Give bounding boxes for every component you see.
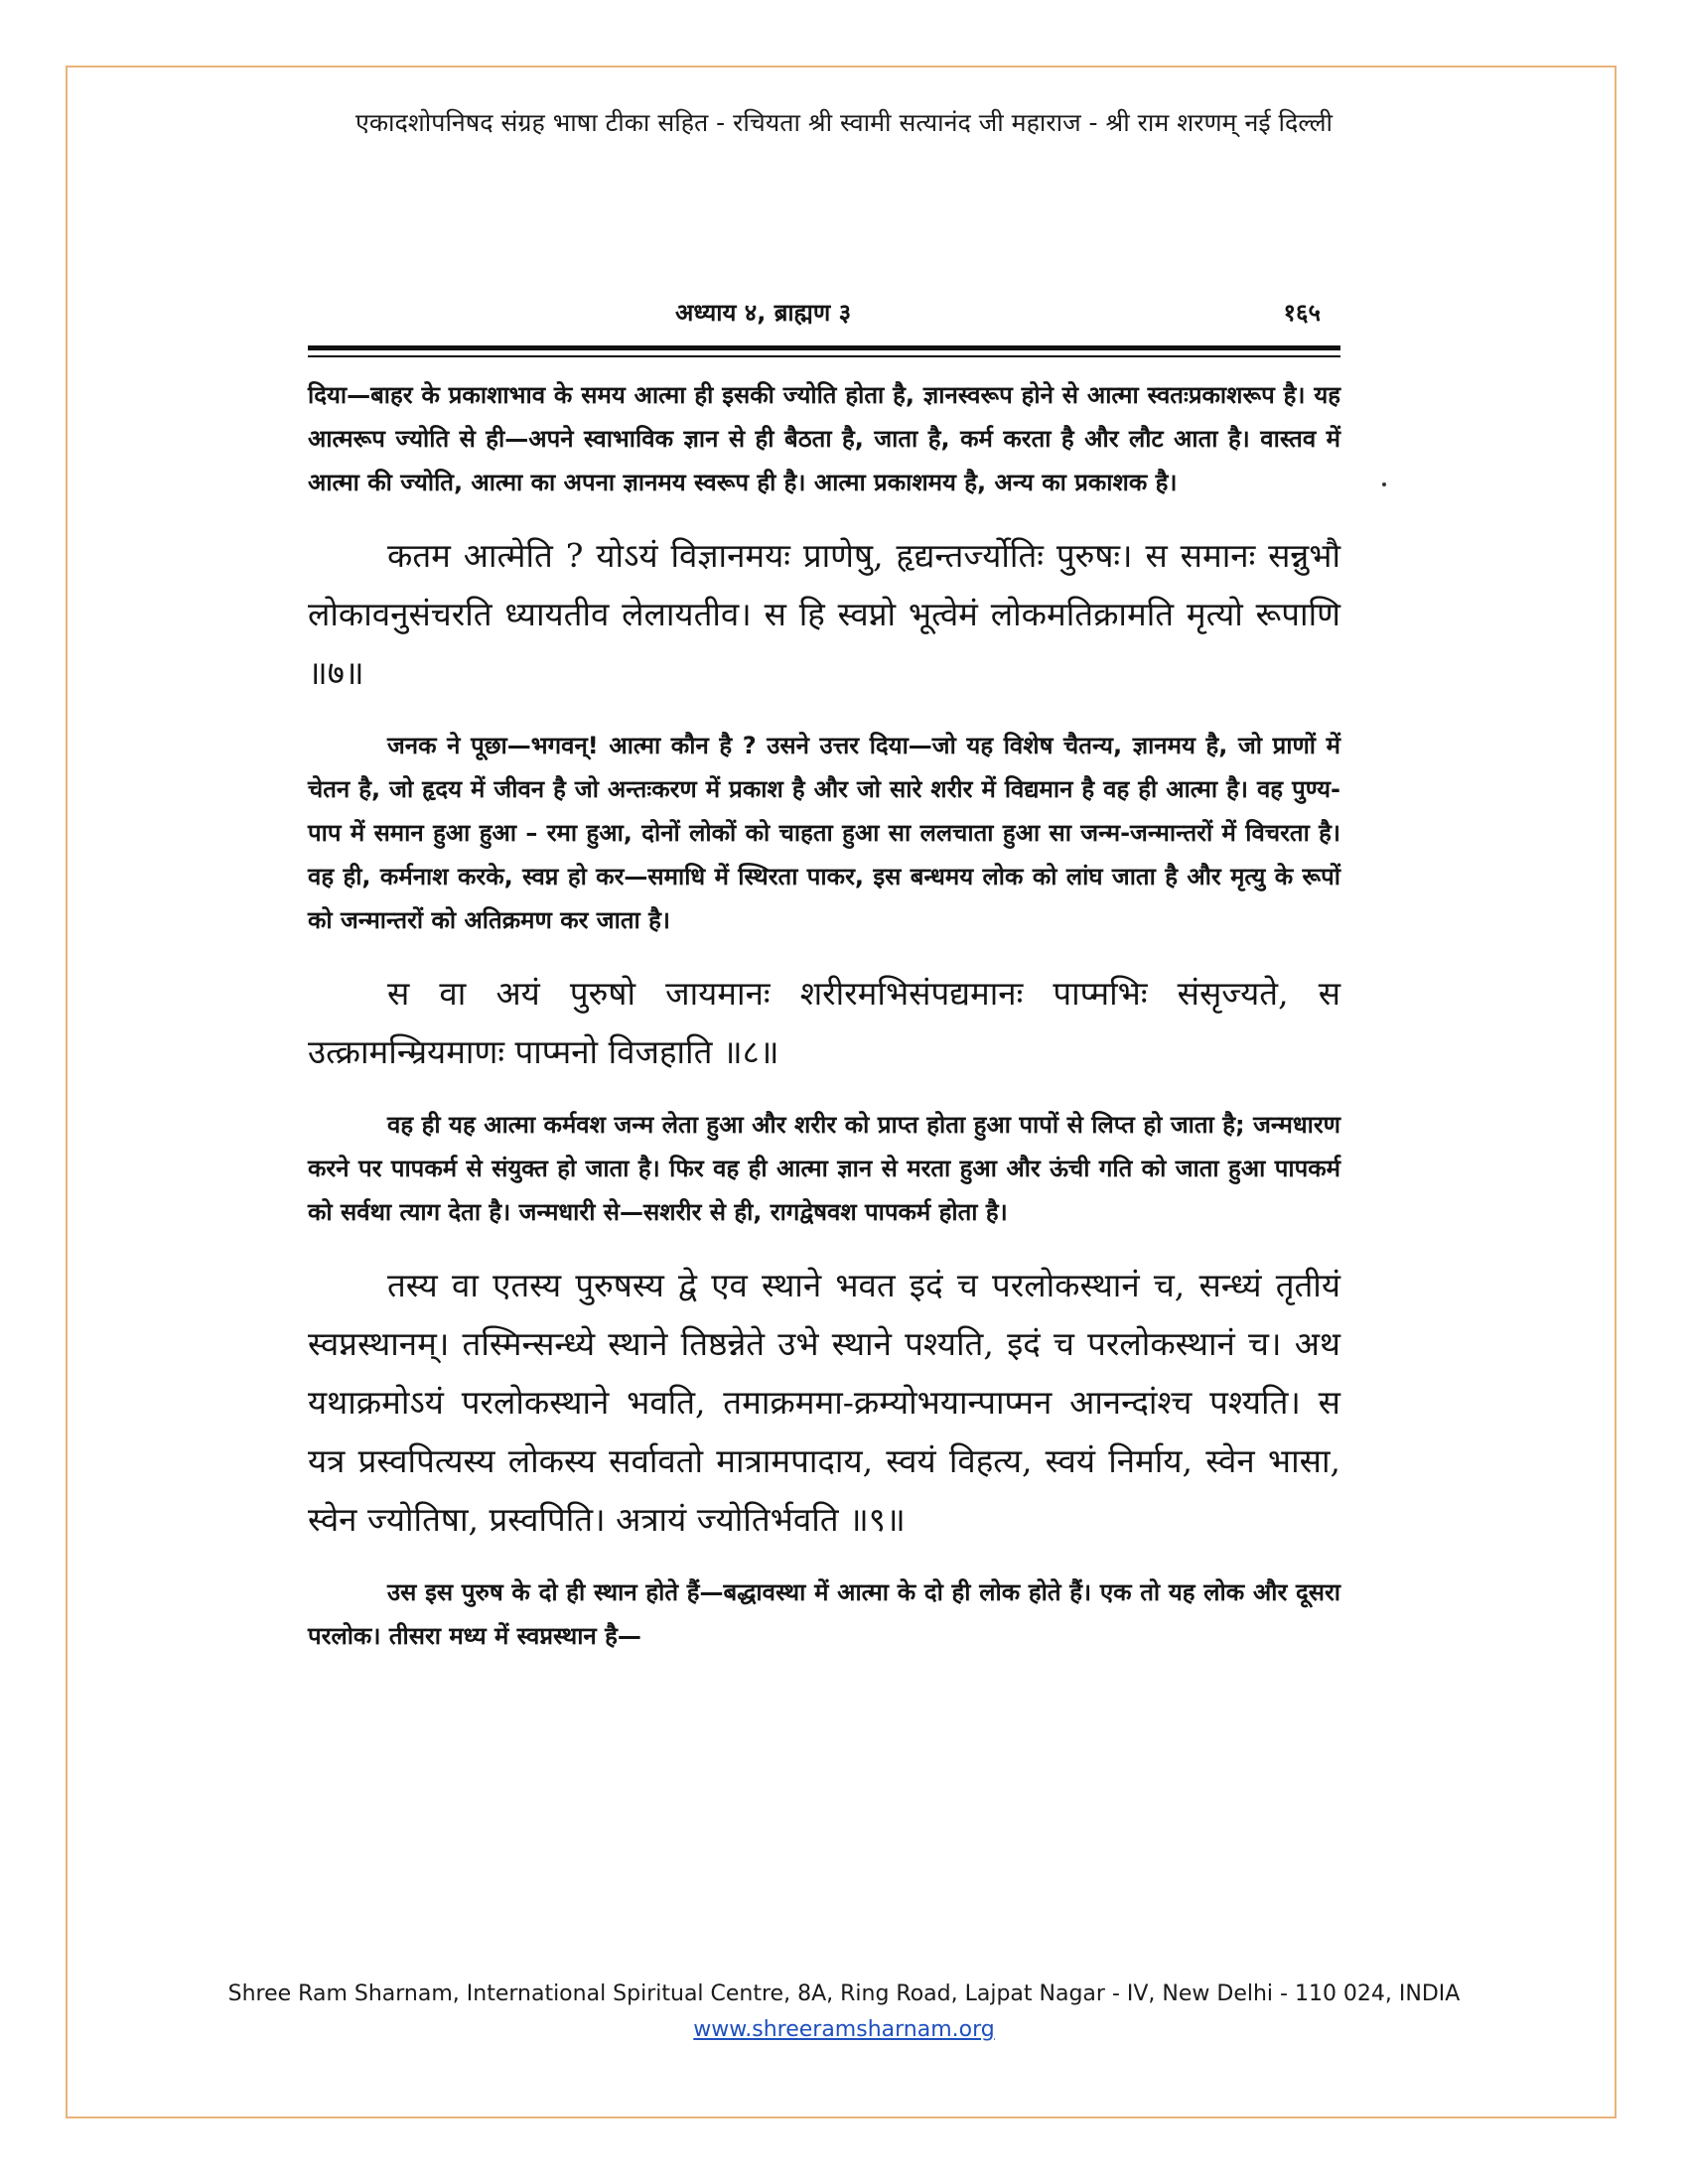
footer-address: Shree Ram Sharnam, International Spiritual Centre, 8A, Ring Road, Lajpat Nagar - IV, New Delhi - 110 024, INDIA bbox=[227, 1981, 1461, 2006]
commentary-paragraph: जनक ने पूछा—भगवन्! आत्मा कौन है ? उसने उत्तर दिया—जो यह विशेष चैतन्य, ज्ञानमय है, जो प्राणों में चेतन है, जो हृदय में जीवन है जो अन्तःकरण में प्रकाश है और जो सारे शरीर में विद्यमान है वह ही आत्मा है। वह पुण्य-पाप में समान हुआ हुआ – रमा हुआ, दोनों लोकों को चाहता हुआ सा ललचाता हुआ सा जन्म-जन्मान्तरों में विचरता है। वह ही, कर्मनाश करके, स्वप्न हो कर—समाधि में स्थिरता पाकर, इस बन्धमय लोक को लांघ जाता है और मृत्यु के रूपों को जन्मान्तरों को अतिक्रमण कर जाता है। bbox=[308, 732, 1340, 934]
header-rule-thick bbox=[308, 345, 1340, 350]
page-header: एकादशोपनिषद संग्रह भाषा टीका सहित - रचियता श्री स्वामी सत्यानंद जी महाराज - श्री राम शरणम् नई दिल्ली bbox=[355, 108, 1333, 137]
running-head bbox=[308, 288, 1360, 332]
scanned-page bbox=[308, 288, 1360, 1995]
verse-paragraph: तस्य वा एतस्य पुरुषस्य द्वे एव स्थाने भवत इदं च परलोकस्थानं च, सन्ध्यं तृतीयं स्वप्नस्थानम्। तस्मिन्सन्ध्ये स्थाने तिष्ठन्नेते उभे स्थाने पश्यति, इदं च परलोकस्थानं च। अथ यथाक्रमोऽयं परलोकस्थाने भवति, तमाक्रममा-क्रम्योभयान्पाप्मन आनन्दांश्च पश्यति। स यत्र प्रस्वपित्यस्य लोकस्य सर्वावतो मात्रामपादाय, स्वयं विहत्य, स्वयं निर्माय, स्वेन भासा, स्वेन ज्योतिषा, प्रस्वपिति। अत्रायं ज्योतिर्भवति ॥९॥ bbox=[308, 1266, 1340, 1539]
verse-paragraph: स वा अयं पुरुषो जायमानः शरीरमभिसंपद्यमानः पाप्मभिः संसृज्यते, स उत्क्रामन्म्रियमाणः पाप्मनो विजहाति ॥८॥ bbox=[308, 974, 1340, 1071]
page-number: १६५ bbox=[1283, 299, 1321, 327]
commentary-paragraph: दिया—बाहर के प्रकाशाभाव के समय आत्मा ही इसकी ज्योति होता है, ज्ञानस्वरूप होने से आत्मा स्वतःप्रकाशरूप है। यह आत्मरूप ज्योति से ही—अपने स्वाभाविक ज्ञान से ही बैठता है, जाता है, कर्म करता है और लौट आता है। वास्तव में आत्मा की ज्योति, आत्मा का अपना ज्ञानमय स्वरूप ही है। आत्मा प्रकाशमय है, अन्य का प्रकाशक है। bbox=[308, 381, 1340, 496]
scan-speck bbox=[1382, 482, 1386, 486]
commentary-paragraph: उस इस पुरुष के दो ही स्थान होते हैं—बद्धावस्था में आत्मा के दो ही लोक होते हैं। एक तो यह लोक और दूसरा परलोक। तीसरा मध्य में स्वप्नस्थान है— bbox=[308, 1578, 1340, 1650]
commentary-paragraph: वह ही यह आत्मा कर्मवश जन्म लेता हुआ और शरीर को प्राप्त होता हुआ पापों से लिप्त हो जाता है; जन्मधारण करने पर पापकर्म से संयुक्त हो जाता है। फिर वह ही आत्मा ज्ञान से मरता हुआ और ऊंची गति को जाता हुआ पापकर्म को सर्वथा त्याग देता है। जन्मधारी से—सशरीर से ही, रागद्वेषवश पापकर्म होता है। bbox=[308, 1111, 1340, 1226]
footer-website-link[interactable]: www.shreeramsharnam.org bbox=[693, 2017, 995, 2042]
verse-paragraph: कतम आत्मेति ? योऽयं विज्ञानमयः प्राणेषु, हृद्यन्तर्ज्योतिः पुरुषः। स समानः सन्नुभौ लोकावनुसंचरति ध्यायतीव लेलायतीव। स हि स्वप्नो भूत्वेमं लोकमतिक्रामति मृत्यो रूपाणि ॥७॥ bbox=[308, 536, 1340, 692]
chapter-section-title: अध्याय ४, ब्राह्मण ३ bbox=[675, 299, 852, 327]
header-rule-thin bbox=[308, 355, 1340, 357]
